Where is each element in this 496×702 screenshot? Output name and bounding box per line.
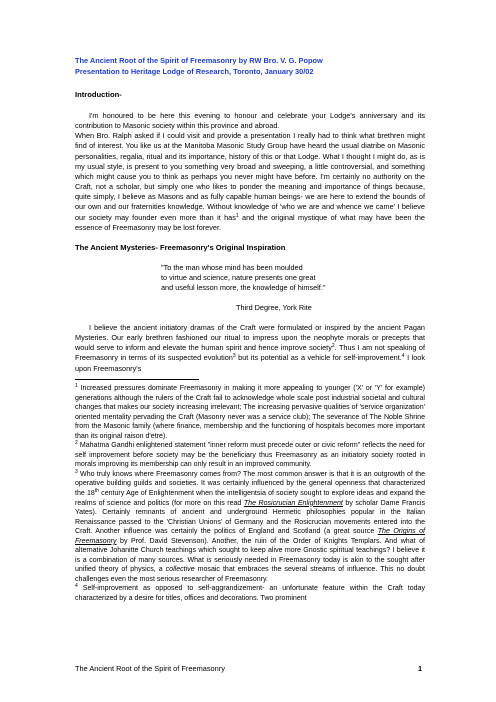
footnote-separator (75, 379, 199, 380)
footnote-1 (75, 384, 425, 441)
footnote-3-text-d: by Prof. David Stevenson). Another, the ruin of the Order of Knights Templars. And what of alternative Johanitte Church teachings which sought to keep alive more Gnostic spiritual teachings? I believe it is a combination of many sources. What (75, 537, 425, 564)
footnote-2-marker: 2 (75, 440, 78, 447)
intro-paragraph-2-end: and the original mystique of what may have been the essence of Freemasonry may be lost forever. (75, 212, 425, 232)
quote-line-3: and useful lesson more, the knowledge of himself." (161, 283, 326, 293)
mysteries-text-1: I believe the ancient initiatory dramas of the Craft were formulated or inspired by the ancient Pagan Mysteries. Our early brethren fashioned our ritual to impress upon the neophyte morals or precepts that would serve to inform and elevate the human spirit and hence improve society (75, 323, 425, 353)
mysteries-body (75, 323, 425, 374)
footnote-2-text: Mahatma Gandhi enlightened statement "inner reform must precede outer or civic reform" reflects the need for self improvement before society may be the beneficiary thus Freemasonry as an initiatory society rooted in morals improving its membership can only result in an improved community. (75, 442, 425, 469)
footnote-4 (75, 584, 425, 603)
footnote-3-text-f: mosaic that embraces the several streams of influence. This no doubt challenges even the most serious researcher of Freemasonry. (75, 566, 425, 583)
page-number: 1 (418, 664, 423, 673)
footnotes (75, 384, 425, 604)
book-title-rosicrucian-enlightenment: The Rosicrucian Enlightenment (243, 499, 343, 507)
footnote-ref-2[interactable]: 2 (331, 343, 335, 350)
mysteries-text-4: I look upon Freemasonry's (75, 353, 426, 373)
footnote-3-text-b: century Age of Enlightenment when the intelligentsia of society sought to explore ideas and expand the realms of science and politics (for more on this read (75, 490, 426, 507)
quote-line-1: "To the man whose mind has been moulded (161, 263, 303, 272)
footnote-3 (75, 470, 425, 585)
book-title-origins-of-freemasonry: The Origins of Freemasonry (75, 528, 425, 545)
footnote-ref-3[interactable]: 3 (232, 353, 236, 360)
footnote-1-text: Increased pressures dominate Freemasonry in making it more appealing to younger ('X' or 'Y' for example) generations although the rulers of the Craft fail to acknowledge whole scale post industrial societal and cultural changes that makes our society increasing irrelevant; The increasing pervasive qualities of 'service organization' oriented mentality pervading the Craft (Masonry never was a service club); The severance of The Noble Shrine from the Masonic family (where finance, membership and the functioning of hospitals becomes more important than its original raison d'etre). (75, 385, 425, 440)
document-title (75, 55, 435, 77)
intro-paragraph-2-text: When Bro. Ralph asked if I could visit and provide a presentation I really had to think what brethren might find of interest. You like us at the Manitoba Masonic Study Group have heard the usual diatribe on Masonic personalities, regalia, ritual and its importance, history of this or that Lodge. What I thought I might do, as is my usual style, is present to you something very broad and sweeping, a little controversial, and something which might cause you to think as perhaps you never might have before. I'm certainly no authority on the Craft, not a scholar, but simply one who likes to ponder the meaning and importance of things because, quite simply, I believe as Masons and as fully capable human beings- we are here to extend the bounds of our own and our fraternities knowledge. Without knowledge of 'who we are and whence we came' I believe our society may founder even more than it has (75, 131, 425, 222)
footnote-3-emphasis-is: is (206, 556, 212, 564)
mysteries-text-2: . Thus I am not speaking of Freemasonry in terms of its suspected evolution (75, 343, 425, 363)
intro-paragraph-2 (75, 131, 425, 233)
quote-line-2: to virtue and science, nature presents one great (161, 273, 316, 283)
section-heading-introduction: Introduction- (75, 90, 122, 99)
title-line-1: The Ancient Root of the Spirit of Freemasonry by RW Bro. V. G. Popow (75, 56, 323, 65)
quote-attribution: Third Degree, York Rite (236, 303, 312, 312)
mysteries-text-3: but its potential as a vehicle for self-improvement. (235, 353, 402, 363)
footnote-3-ordinal: th (94, 488, 99, 495)
title-line-2: Presentation to Heritage Lodge of Research, Toronto, January 30/02 (75, 67, 314, 76)
introduction-body (75, 111, 425, 233)
footnote-3-emphasis-collective: collective (165, 566, 195, 574)
footnote-4-marker: 4 (75, 583, 78, 590)
footnote-3-text-a: Who truly knows where Freemasonry comes from? The most common answer is that it is an outgrowth of the operative building guilds and societies. It was certainly influenced by the general openness that characterized the 18 (75, 470, 425, 498)
footnote-3-marker: 3 (75, 468, 78, 475)
intro-paragraph-1: I'm honoured to be here this evening to honour and celebrate your Lodge's anniversary and its contribution to Masonic society within this province and abroad. (75, 111, 425, 131)
footnote-ref-1[interactable]: 1 (235, 212, 239, 219)
epigraph-quote (161, 263, 381, 294)
section-heading-mysteries: The Ancient Mysteries- Freemasonry's Original Inspiration (75, 243, 286, 252)
footnote-2 (75, 441, 425, 470)
footnote-3-text-c: by scholar Dame Francis Yates). Certainly remnants of ancient and underground Hermetic philosophies popular in the Italian Renaissance passed to the 'Christian Unions' of Germany and the Rosicrucian movements entered into the Craft. Another influence was certainly the politics of England and Scotland (a great source (75, 499, 425, 536)
footnote-4-text: Self-improvement as opposed to self-aggrandizement- an unfortunate feature within the Craft today characterized by a desire for titles, offices and decorations. Two prominent (75, 585, 425, 603)
footnote-1-marker: 1 (75, 383, 78, 389)
mysteries-paragraph-1 (75, 323, 425, 374)
footnote-3-text-e: seriously needed in Freemasonry today is akin to the sought after unified theory of physics, a (75, 556, 425, 574)
footnote-ref-4[interactable]: 4 (401, 353, 405, 360)
footer-document-title: The Ancient Root of the Spirit of Freemasonry (75, 664, 225, 673)
